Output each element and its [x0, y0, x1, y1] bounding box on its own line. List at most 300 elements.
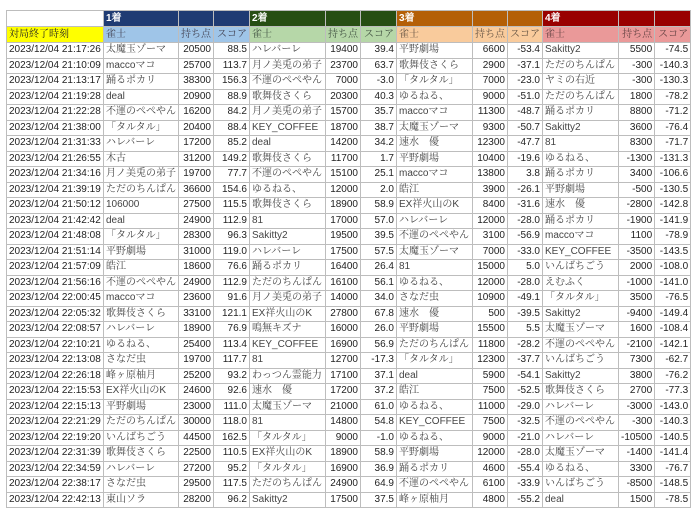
player-cell[interactable]: 平野劇場	[397, 446, 473, 462]
player-cell[interactable]: EX祥火山のK	[250, 306, 326, 322]
score-cell[interactable]: 117.7	[214, 353, 250, 369]
points-cell[interactable]: 25700	[179, 58, 214, 74]
player-cell[interactable]: ゆるねる、	[397, 89, 473, 105]
player-cell[interactable]: ハレバーレ	[397, 213, 473, 229]
points-cell[interactable]: 6600	[473, 43, 508, 59]
player-cell[interactable]: deal	[543, 492, 619, 508]
end-time-cell[interactable]: 2023/12/04 21:42:42	[7, 213, 104, 229]
points-cell[interactable]: 16900	[326, 337, 361, 353]
player-cell[interactable]: 歌舞伎さくら	[104, 306, 179, 322]
score-cell[interactable]: 57.0	[361, 213, 397, 229]
score-cell[interactable]: 92.6	[214, 384, 250, 400]
points-header[interactable]: 持ち点	[473, 27, 508, 43]
points-cell[interactable]: 3800	[619, 368, 655, 384]
player-cell[interactable]: 太魔玉ゾーマ	[543, 322, 619, 338]
score-cell[interactable]: -76.7	[655, 461, 691, 477]
points-cell[interactable]: 7000	[473, 74, 508, 90]
end-time-cell[interactable]: 2023/12/04 21:34:16	[7, 167, 104, 183]
score-cell[interactable]: -76.4	[655, 120, 691, 136]
points-cell[interactable]: 30000	[179, 415, 214, 431]
points-cell[interactable]: 8300	[619, 136, 655, 152]
score-cell[interactable]: -37.7	[508, 353, 543, 369]
points-header[interactable]: 持ち点	[619, 27, 655, 43]
player-cell[interactable]: 踊るポカリ	[104, 74, 179, 90]
score-cell[interactable]: 54.8	[361, 415, 397, 431]
player-cell[interactable]: ハレバーレ	[104, 461, 179, 477]
score-header[interactable]: スコア	[508, 27, 543, 43]
player-cell[interactable]: 皓江	[397, 182, 473, 198]
score-cell[interactable]: -130.3	[655, 74, 691, 90]
score-cell[interactable]: -141.0	[655, 275, 691, 291]
points-cell[interactable]: 4600	[473, 461, 508, 477]
score-cell[interactable]: -28.0	[508, 446, 543, 462]
player-cell[interactable]: EX祥火山のK	[250, 446, 326, 462]
player-cell[interactable]: 踊るポカリ	[543, 167, 619, 183]
player-cell[interactable]: Sakitty2	[543, 368, 619, 384]
end-time-cell[interactable]: 2023/12/04 21:26:55	[7, 151, 104, 167]
points-cell[interactable]: 16900	[326, 461, 361, 477]
score-cell[interactable]: 118.0	[214, 415, 250, 431]
points-cell[interactable]: 11800	[473, 337, 508, 353]
score-cell[interactable]: -47.7	[508, 136, 543, 152]
end-time-cell[interactable]: 2023/12/04 21:51:14	[7, 244, 104, 260]
points-cell[interactable]: 36600	[179, 182, 214, 198]
points-cell[interactable]: -500	[619, 182, 655, 198]
player-header[interactable]: 雀士	[250, 27, 326, 43]
end-time-cell[interactable]: 2023/12/04 22:08:57	[7, 322, 104, 338]
player-cell[interactable]: 「タルタル」	[104, 120, 179, 136]
player-cell[interactable]: 歌舞伎さくら	[250, 151, 326, 167]
player-cell[interactable]: ヤミの右近	[543, 74, 619, 90]
score-cell[interactable]: 34.2	[361, 136, 397, 152]
score-cell[interactable]: 149.2	[214, 151, 250, 167]
first-place-header[interactable]: 1着	[104, 11, 179, 27]
score-cell[interactable]: -49.1	[508, 291, 543, 307]
score-cell[interactable]: -140.5	[655, 430, 691, 446]
score-cell[interactable]: 88.9	[214, 89, 250, 105]
score-cell[interactable]: 117.5	[214, 477, 250, 493]
player-cell[interactable]: 平野劇場	[397, 43, 473, 59]
points-cell[interactable]: 3900	[473, 182, 508, 198]
end-time-cell[interactable]: 2023/12/04 22:26:18	[7, 368, 104, 384]
points-cell[interactable]: 12300	[473, 353, 508, 369]
points-cell[interactable]: -1400	[619, 446, 655, 462]
score-cell[interactable]: -1.0	[361, 430, 397, 446]
points-cell[interactable]: 11300	[473, 105, 508, 121]
score-header[interactable]: スコア	[655, 27, 691, 43]
score-cell[interactable]: -28.0	[508, 213, 543, 229]
player-cell[interactable]: 速水 優	[250, 384, 326, 400]
end-time-cell[interactable]: 2023/12/04 22:21:29	[7, 415, 104, 431]
points-cell[interactable]: -1300	[619, 151, 655, 167]
player-cell[interactable]: 太魔玉ゾーマ	[250, 399, 326, 415]
points-cell[interactable]: 27500	[179, 198, 214, 214]
points-cell[interactable]: -8500	[619, 477, 655, 493]
score-cell[interactable]: 112.9	[214, 275, 250, 291]
player-cell[interactable]: ハレバーレ	[104, 322, 179, 338]
player-cell[interactable]: 踊るポカリ	[543, 105, 619, 121]
player-cell[interactable]: 不運のぺぺやん	[104, 105, 179, 121]
score-cell[interactable]: -26.1	[508, 182, 543, 198]
score-cell[interactable]: 154.6	[214, 182, 250, 198]
score-cell[interactable]: 39.5	[361, 229, 397, 245]
player-cell[interactable]: Sakitty2	[250, 229, 326, 245]
player-cell[interactable]: ハレバーレ	[104, 136, 179, 152]
player-cell[interactable]: ただのちんぱん	[397, 337, 473, 353]
player-cell[interactable]: 峰ヶ原柚月	[397, 492, 473, 508]
player-cell[interactable]: 平野劇場	[543, 182, 619, 198]
points-cell[interactable]: 9300	[473, 120, 508, 136]
score-cell[interactable]: 84.2	[214, 105, 250, 121]
score-cell[interactable]: -50.7	[508, 120, 543, 136]
points-cell[interactable]: -1000	[619, 275, 655, 291]
player-header[interactable]: 雀士	[543, 27, 619, 43]
score-cell[interactable]: -143.5	[655, 244, 691, 260]
player-cell[interactable]: maccoマコ	[104, 291, 179, 307]
player-cell[interactable]: いんばちごう	[543, 260, 619, 276]
player-cell[interactable]: 歌舞伎さくら	[543, 384, 619, 400]
points-cell[interactable]: 11700	[326, 151, 361, 167]
player-cell[interactable]: 峰ヶ原柚月	[104, 368, 179, 384]
player-cell[interactable]: 木古	[104, 151, 179, 167]
score-cell[interactable]: 38.7	[361, 120, 397, 136]
points-cell[interactable]: 12000	[326, 182, 361, 198]
player-cell[interactable]: 平野劇場	[104, 244, 179, 260]
points-cell[interactable]: 17500	[326, 492, 361, 508]
score-cell[interactable]: -149.4	[655, 306, 691, 322]
points-cell[interactable]: 3600	[619, 120, 655, 136]
score-cell[interactable]: 119.0	[214, 244, 250, 260]
end-time-cell[interactable]: 2023/12/04 21:48:08	[7, 229, 104, 245]
player-cell[interactable]: 81	[543, 136, 619, 152]
end-time-cell[interactable]: 2023/12/04 21:22:28	[7, 105, 104, 121]
points-cell[interactable]: 33100	[179, 306, 214, 322]
points-cell[interactable]: 14200	[326, 136, 361, 152]
points-cell[interactable]: 18900	[326, 198, 361, 214]
points-cell[interactable]: 12300	[473, 136, 508, 152]
score-cell[interactable]: -28.0	[508, 275, 543, 291]
third-place-header[interactable]: 3着	[397, 11, 473, 27]
player-cell[interactable]: 月ノ美兎の弟子	[250, 105, 326, 121]
score-cell[interactable]: 39.4	[361, 43, 397, 59]
score-cell[interactable]: 156.3	[214, 74, 250, 90]
time-column-header[interactable]: 対局終了時刻	[7, 27, 104, 43]
points-cell[interactable]: 13800	[473, 167, 508, 183]
points-cell[interactable]: -300	[619, 415, 655, 431]
player-cell[interactable]: ゆるねる、	[397, 430, 473, 446]
player-cell[interactable]: 不運のぺぺやん	[543, 415, 619, 431]
points-cell[interactable]: 44500	[179, 430, 214, 446]
score-cell[interactable]: 91.6	[214, 291, 250, 307]
points-cell[interactable]: 19500	[326, 229, 361, 245]
player-cell[interactable]: さなだ虫	[397, 291, 473, 307]
score-cell[interactable]: 35.7	[361, 105, 397, 121]
player-cell[interactable]: 81	[397, 260, 473, 276]
player-cell[interactable]: 歌舞伎さくら	[397, 58, 473, 74]
score-cell[interactable]: 64.9	[361, 477, 397, 493]
points-cell[interactable]: 9000	[326, 430, 361, 446]
points-cell[interactable]: 31000	[179, 244, 214, 260]
end-time-cell[interactable]: 2023/12/04 22:31:39	[7, 446, 104, 462]
points-cell[interactable]: 27800	[326, 306, 361, 322]
points-cell[interactable]: 18900	[326, 446, 361, 462]
score-cell[interactable]: -141.9	[655, 213, 691, 229]
score-cell[interactable]: -142.8	[655, 198, 691, 214]
player-cell[interactable]: 81	[250, 353, 326, 369]
score-cell[interactable]: 112.9	[214, 213, 250, 229]
score-cell[interactable]: -71.2	[655, 105, 691, 121]
score-cell[interactable]: 96.3	[214, 229, 250, 245]
player-cell[interactable]: 踊るポカリ	[250, 260, 326, 276]
player-cell[interactable]: deal	[104, 213, 179, 229]
points-cell[interactable]: 3500	[619, 291, 655, 307]
score-cell[interactable]: -53.4	[508, 43, 543, 59]
score-cell[interactable]: -17.3	[361, 353, 397, 369]
score-cell[interactable]: 88.5	[214, 43, 250, 59]
score-cell[interactable]: -78.5	[655, 492, 691, 508]
score-cell[interactable]: -141.4	[655, 446, 691, 462]
end-time-cell[interactable]: 2023/12/04 22:05:32	[7, 306, 104, 322]
score-cell[interactable]: 93.2	[214, 368, 250, 384]
points-cell[interactable]: -300	[619, 74, 655, 90]
points-cell[interactable]: 29500	[179, 477, 214, 493]
end-time-cell[interactable]: 2023/12/04 21:31:33	[7, 136, 104, 152]
points-cell[interactable]: 20900	[179, 89, 214, 105]
second-place-header[interactable]: 2着	[250, 11, 326, 27]
player-cell[interactable]: ただのちんぱん	[250, 275, 326, 291]
player-cell[interactable]: 速水 優	[397, 136, 473, 152]
score-cell[interactable]: -33.9	[508, 477, 543, 493]
player-cell[interactable]: 平野劇場	[104, 399, 179, 415]
player-cell[interactable]: ゆるねる、	[397, 275, 473, 291]
player-cell[interactable]: maccoマコ	[397, 167, 473, 183]
player-cell[interactable]: deal	[250, 136, 326, 152]
player-cell[interactable]: ただのちんぱん	[543, 89, 619, 105]
points-cell[interactable]: 15100	[326, 167, 361, 183]
score-cell[interactable]: 61.0	[361, 399, 397, 415]
blank-header-cell[interactable]	[7, 11, 104, 27]
points-cell[interactable]: 27200	[179, 461, 214, 477]
player-cell[interactable]: ただのちんぱん	[250, 477, 326, 493]
end-time-cell[interactable]: 2023/12/04 21:39:19	[7, 182, 104, 198]
score-cell[interactable]: 77.7	[214, 167, 250, 183]
score-cell[interactable]: -3.0	[361, 74, 397, 90]
player-cell[interactable]: 踊るポカリ	[397, 461, 473, 477]
points-cell[interactable]: -3000	[619, 399, 655, 415]
player-cell[interactable]: Sakitty2	[543, 43, 619, 59]
points-cell[interactable]: 7000	[326, 74, 361, 90]
player-cell[interactable]: ハレバーレ	[250, 43, 326, 59]
points-cell[interactable]: 2000	[619, 260, 655, 276]
points-cell[interactable]: 12000	[473, 275, 508, 291]
player-cell[interactable]: deal	[104, 89, 179, 105]
score-cell[interactable]: 3.8	[508, 167, 543, 183]
points-cell[interactable]: 1500	[619, 492, 655, 508]
points-cell[interactable]: 23000	[179, 399, 214, 415]
fourth-place-header[interactable]: 4着	[543, 11, 619, 27]
player-cell[interactable]: 太魔玉ゾーマ	[543, 446, 619, 462]
points-header[interactable]: 持ち点	[326, 27, 361, 43]
points-cell[interactable]: 16200	[179, 105, 214, 121]
header-cell[interactable]	[326, 11, 361, 27]
score-cell[interactable]: 57.5	[361, 244, 397, 260]
points-cell[interactable]: 17200	[179, 136, 214, 152]
score-cell[interactable]: 36.9	[361, 461, 397, 477]
player-cell[interactable]: 鳴無キズナ	[250, 322, 326, 338]
points-cell[interactable]: 2900	[473, 58, 508, 74]
score-cell[interactable]: -78.9	[655, 229, 691, 245]
points-cell[interactable]: 28300	[179, 229, 214, 245]
end-time-cell[interactable]: 2023/12/04 22:15:13	[7, 399, 104, 415]
points-cell[interactable]: 15700	[326, 105, 361, 121]
player-cell[interactable]: 速水 優	[543, 198, 619, 214]
end-time-cell[interactable]: 2023/12/04 21:50:12	[7, 198, 104, 214]
score-header[interactable]: スコア	[214, 27, 250, 43]
points-cell[interactable]: 12000	[473, 446, 508, 462]
player-cell[interactable]: 太魔玉ゾーマ	[104, 43, 179, 59]
score-cell[interactable]: 5.5	[508, 322, 543, 338]
player-cell[interactable]: maccoマコ	[104, 58, 179, 74]
score-cell[interactable]: 5.0	[508, 260, 543, 276]
points-cell[interactable]: 8800	[619, 105, 655, 121]
points-cell[interactable]: 10400	[473, 151, 508, 167]
score-cell[interactable]: -54.1	[508, 368, 543, 384]
end-time-cell[interactable]: 2023/12/04 22:19:20	[7, 430, 104, 446]
points-cell[interactable]: 14000	[326, 291, 361, 307]
score-cell[interactable]: 113.7	[214, 58, 250, 74]
score-cell[interactable]: -140.3	[655, 58, 691, 74]
player-cell[interactable]: ハレバーレ	[543, 430, 619, 446]
player-cell[interactable]: 「タルタル」	[397, 353, 473, 369]
player-cell[interactable]: ただのちんぱん	[104, 182, 179, 198]
score-cell[interactable]: 40.3	[361, 89, 397, 105]
header-cell[interactable]	[655, 11, 691, 27]
points-cell[interactable]: -9400	[619, 306, 655, 322]
score-cell[interactable]: 85.2	[214, 136, 250, 152]
score-cell[interactable]: -140.3	[655, 415, 691, 431]
points-cell[interactable]: 18700	[326, 120, 361, 136]
points-cell[interactable]: 20500	[179, 43, 214, 59]
player-cell[interactable]: ゆるねる、	[104, 337, 179, 353]
score-cell[interactable]: -31.6	[508, 198, 543, 214]
points-cell[interactable]: 19700	[179, 353, 214, 369]
score-cell[interactable]: -52.5	[508, 384, 543, 400]
player-cell[interactable]: EX祥火山のK	[397, 198, 473, 214]
score-cell[interactable]: -108.0	[655, 260, 691, 276]
player-cell[interactable]: ハレバーレ	[543, 399, 619, 415]
player-cell[interactable]: 不運のぺぺやん	[250, 167, 326, 183]
score-cell[interactable]: 56.1	[361, 275, 397, 291]
score-cell[interactable]: -143.0	[655, 399, 691, 415]
player-cell[interactable]: 速水 優	[397, 306, 473, 322]
points-cell[interactable]: 5900	[473, 368, 508, 384]
player-cell[interactable]: さなだ虫	[104, 477, 179, 493]
score-cell[interactable]: -130.5	[655, 182, 691, 198]
score-cell[interactable]: 76.6	[214, 260, 250, 276]
points-cell[interactable]: 15000	[473, 260, 508, 276]
player-cell[interactable]: KEY_COFFEE	[543, 244, 619, 260]
score-cell[interactable]: -76.5	[655, 291, 691, 307]
points-cell[interactable]: 11000	[473, 399, 508, 415]
player-cell[interactable]: 平野劇場	[397, 322, 473, 338]
score-cell[interactable]: 58.9	[361, 198, 397, 214]
score-cell[interactable]: -33.0	[508, 244, 543, 260]
player-cell[interactable]: KEY_COFFEE	[397, 415, 473, 431]
points-cell[interactable]: 17000	[326, 213, 361, 229]
score-cell[interactable]: 76.9	[214, 322, 250, 338]
player-cell[interactable]: 月ノ美兎の弟子	[104, 167, 179, 183]
score-cell[interactable]: -108.4	[655, 322, 691, 338]
player-cell[interactable]: 81	[250, 213, 326, 229]
score-cell[interactable]: -76.2	[655, 368, 691, 384]
points-cell[interactable]: 23600	[179, 291, 214, 307]
score-cell[interactable]: 37.1	[361, 368, 397, 384]
player-cell[interactable]: わっつん霊能力	[250, 368, 326, 384]
player-cell[interactable]: 不運のぺぺやん	[104, 275, 179, 291]
score-cell[interactable]: -28.2	[508, 337, 543, 353]
points-cell[interactable]: 3100	[473, 229, 508, 245]
player-cell[interactable]: EX祥火山のK	[104, 384, 179, 400]
score-cell[interactable]: -142.1	[655, 337, 691, 353]
points-cell[interactable]: 28200	[179, 492, 214, 508]
score-cell[interactable]: -55.4	[508, 461, 543, 477]
points-cell[interactable]: 500	[473, 306, 508, 322]
points-cell[interactable]: 23700	[326, 58, 361, 74]
player-cell[interactable]: 踊るポカリ	[543, 213, 619, 229]
score-cell[interactable]: 162.5	[214, 430, 250, 446]
player-cell[interactable]: deal	[397, 368, 473, 384]
player-cell[interactable]: Sakitty2	[250, 492, 326, 508]
end-time-cell[interactable]: 2023/12/04 21:17:26	[7, 43, 104, 59]
points-cell[interactable]: 2700	[619, 384, 655, 400]
player-cell[interactable]: 106000	[104, 198, 179, 214]
points-cell[interactable]: 7500	[473, 384, 508, 400]
player-cell[interactable]: いんばちごう	[543, 353, 619, 369]
score-cell[interactable]: -131.3	[655, 151, 691, 167]
score-cell[interactable]: -77.3	[655, 384, 691, 400]
score-cell[interactable]: 37.5	[361, 492, 397, 508]
points-cell[interactable]: -1900	[619, 213, 655, 229]
points-cell[interactable]: -300	[619, 58, 655, 74]
points-cell[interactable]: 15500	[473, 322, 508, 338]
player-cell[interactable]: 「タルタル」	[250, 461, 326, 477]
end-time-cell[interactable]: 2023/12/04 22:42:13	[7, 492, 104, 508]
player-cell[interactable]: 「タルタル」	[397, 74, 473, 90]
header-cell[interactable]	[214, 11, 250, 27]
score-cell[interactable]: -48.7	[508, 105, 543, 121]
score-cell[interactable]: 26.4	[361, 260, 397, 276]
player-cell[interactable]: 歌舞伎さくら	[104, 446, 179, 462]
points-cell[interactable]: 24900	[326, 477, 361, 493]
score-cell[interactable]: -29.0	[508, 399, 543, 415]
player-cell[interactable]: maccoマコ	[543, 229, 619, 245]
score-header[interactable]: スコア	[361, 27, 397, 43]
score-cell[interactable]: 2.0	[361, 182, 397, 198]
points-cell[interactable]: 17100	[326, 368, 361, 384]
points-cell[interactable]: 7500	[473, 415, 508, 431]
player-cell[interactable]: さなだ虫	[104, 353, 179, 369]
score-cell[interactable]: -37.1	[508, 58, 543, 74]
points-cell[interactable]: 19400	[326, 43, 361, 59]
score-cell[interactable]: -56.9	[508, 229, 543, 245]
points-cell[interactable]: 17500	[326, 244, 361, 260]
player-cell[interactable]: 歌舞伎さくら	[250, 198, 326, 214]
score-cell[interactable]: -19.6	[508, 151, 543, 167]
points-cell[interactable]: 20300	[326, 89, 361, 105]
end-time-cell[interactable]: 2023/12/04 22:15:53	[7, 384, 104, 400]
player-cell[interactable]: 「タルタル」	[104, 229, 179, 245]
points-cell[interactable]: 1600	[619, 322, 655, 338]
